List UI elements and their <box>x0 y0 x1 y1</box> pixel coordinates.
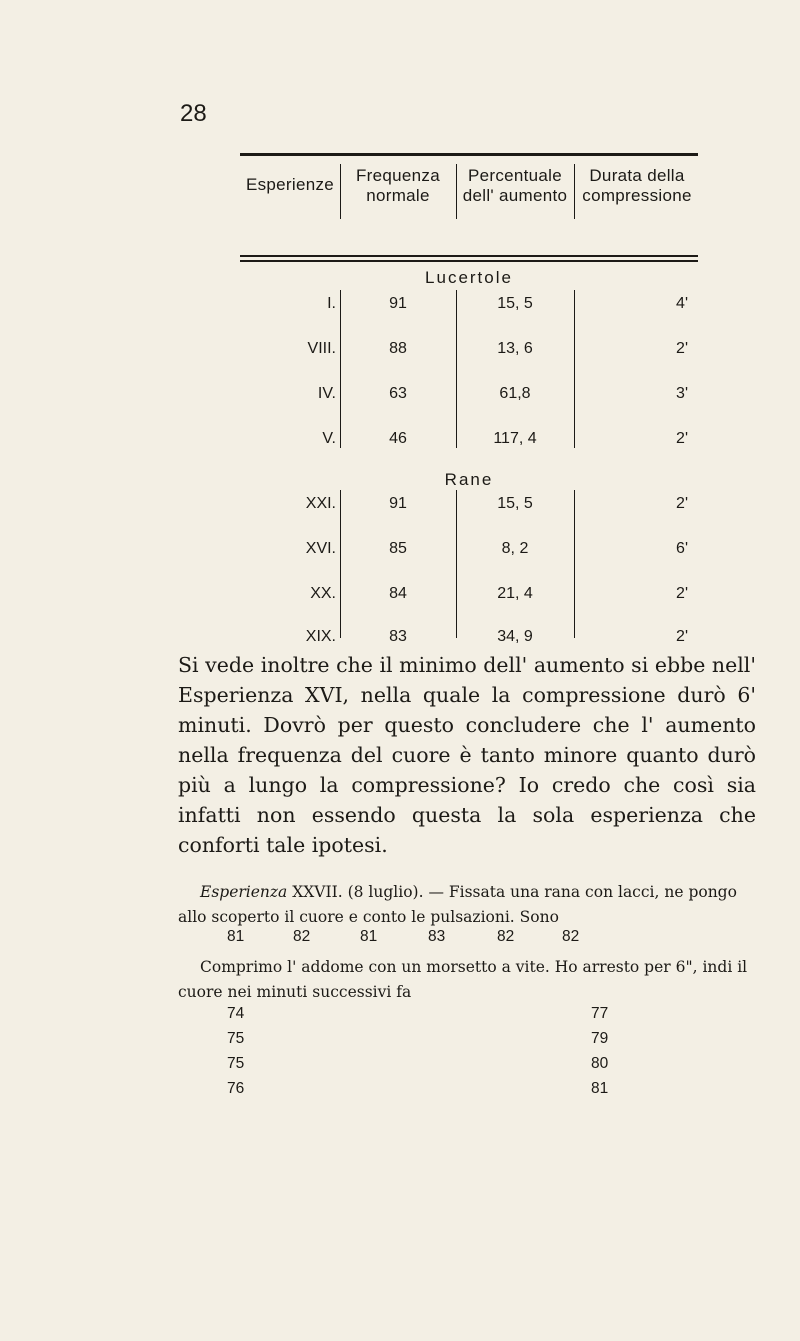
header-frequenza: Frequenza normale <box>356 166 440 205</box>
cell-perc: 13, 6 <box>497 340 533 357</box>
cell-dur: 2' <box>676 430 688 447</box>
cell-perc: 21, 4 <box>497 585 533 602</box>
cell-dur: 6' <box>676 540 688 557</box>
pulses-after <box>0 1005 800 1115</box>
pulse-value: 79 <box>591 1030 609 1047</box>
table-row <box>240 295 698 319</box>
cell-exp: I. <box>327 295 336 312</box>
cell-freq: 83 <box>389 628 407 645</box>
cell-dur: 2' <box>676 495 688 512</box>
table-row <box>240 495 698 519</box>
results-table <box>240 150 698 650</box>
table-row <box>240 540 698 564</box>
experiment-title: Esperienza <box>200 883 288 901</box>
pulse-value: 75 <box>227 1055 245 1072</box>
header-durata: Durata della compressione <box>582 166 692 205</box>
pulses-before <box>0 928 800 953</box>
experiment-note-2 <box>178 955 756 1005</box>
cell-perc: 15, 5 <box>497 295 533 312</box>
column-divider <box>574 164 575 219</box>
cell-dur: 2' <box>676 340 688 357</box>
header-esperienze: Esperienze <box>245 175 335 194</box>
cell-dur: 4' <box>676 295 688 312</box>
pulse-value: 81 <box>227 928 245 945</box>
cell-dur: 2' <box>676 585 688 602</box>
pulse-value: 76 <box>227 1080 245 1097</box>
cell-exp: XXI. <box>305 495 336 512</box>
pulse-value: 77 <box>591 1005 609 1022</box>
cell-exp: V. <box>322 430 336 447</box>
cell-freq: 46 <box>389 430 407 447</box>
cell-perc: 34, 9 <box>497 628 533 645</box>
table-row <box>240 340 698 364</box>
cell-perc: 8, 2 <box>501 540 529 557</box>
header-percentuale: Percentuale dell' aumento <box>462 166 568 205</box>
header-rule <box>240 260 698 262</box>
cell-exp: VIII. <box>307 340 336 357</box>
pulse-value: 81 <box>360 928 378 945</box>
experiment-intro <box>178 880 756 930</box>
paragraph-text: Si vede inoltre che il minimo dell' aumento si ebbe nell' Esperienza XVI, nella quale la compressione durò 6' minuti. Dovrò per questo concludere che l' aumento nella frequenza del cuore è tanto minore quanto durò più a lungo la compressione? Io credo che così sia infatti non essendo questa la sola esperienza che conforti tale ipotesi. <box>178 653 756 857</box>
cell-freq: 88 <box>389 340 407 357</box>
cell-freq: 84 <box>389 585 407 602</box>
pulse-value: 81 <box>591 1080 609 1097</box>
cell-exp: IV. <box>317 385 336 402</box>
cell-exp: XVI. <box>305 540 336 557</box>
cell-freq: 91 <box>389 495 407 512</box>
body-paragraph <box>178 650 756 860</box>
cell-freq: 63 <box>389 385 407 402</box>
pulse-value: 83 <box>428 928 446 945</box>
pulse-value: 74 <box>227 1005 245 1022</box>
pulse-value: 75 <box>227 1030 245 1047</box>
cell-dur: 2' <box>676 628 688 645</box>
table-row <box>240 628 698 652</box>
table-row <box>240 430 698 454</box>
cell-freq: 85 <box>389 540 407 557</box>
experiment-note <box>178 880 756 930</box>
cell-exp: XIX. <box>305 628 336 645</box>
cell-perc: 117, 4 <box>493 430 537 447</box>
pulse-value: 82 <box>562 928 580 945</box>
cell-dur: 3' <box>676 385 688 402</box>
pulse-value: 82 <box>293 928 311 945</box>
column-divider <box>340 164 341 219</box>
experiment-text-1: XXVII. (8 luglio). — Fissata una rana con lacci, ne pongo allo scoperto il cuore e conto le pulsazioni. Sono <box>178 883 737 926</box>
cell-exp: XX. <box>310 585 336 602</box>
pulse-value: 82 <box>497 928 515 945</box>
section-title-lucertole: Lucertole <box>425 268 513 287</box>
pulse-value: 80 <box>591 1055 609 1072</box>
table-top-rule <box>240 153 698 156</box>
page-number: 28 <box>180 100 207 127</box>
section-title-rane: Rane <box>444 470 494 489</box>
cell-perc: 15, 5 <box>497 495 533 512</box>
cell-freq: 91 <box>389 295 407 312</box>
experiment-text-2: Comprimo l' addome con un morsetto a vite. Ho arresto per 6", indi il cuore nei minuti successivi fa <box>178 958 748 1001</box>
table-row <box>240 385 698 409</box>
table-row <box>240 585 698 609</box>
column-divider <box>456 164 457 219</box>
header-rule <box>240 255 698 257</box>
cell-perc: 61,8 <box>499 385 531 402</box>
